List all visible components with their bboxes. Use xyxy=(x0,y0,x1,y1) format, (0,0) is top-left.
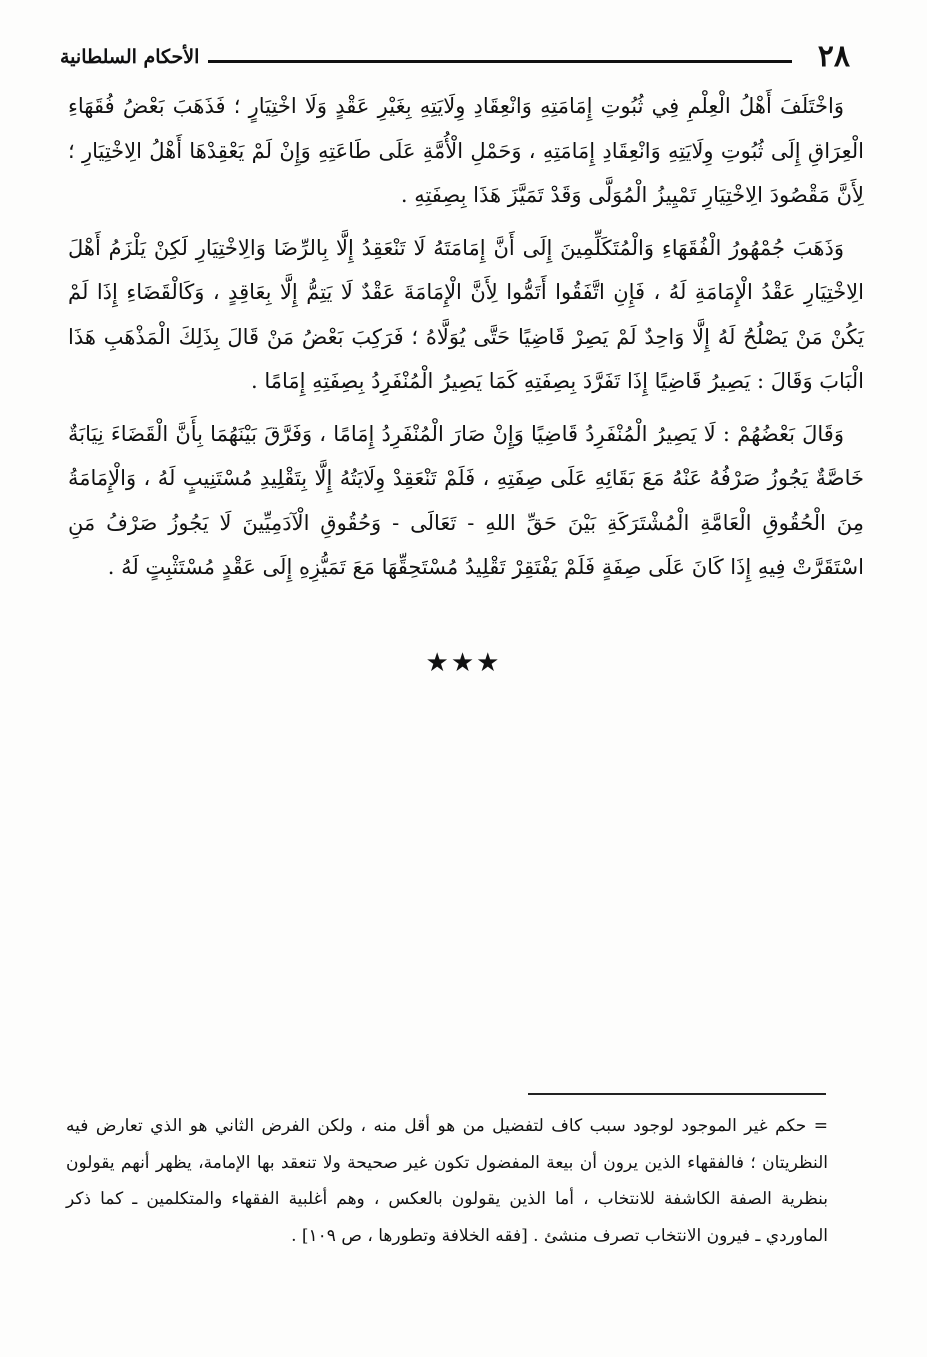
page-header xyxy=(60,40,850,74)
book-title: الأحكام السلطانية xyxy=(60,46,200,68)
footnote-text: = حكم غير الموجود لوجود سبب كاف لتفضيل من هو أقل منه ، ولكن الفرض الثاني هو الذي تعارض فيه النظريتان ؛ فالفقهاء الذين يرون أن بيعة المفضول تكون غير صحيحة ولا تنعقد بها الإمامة، يظهر أنهم يقولون بنظرية الصفة الكاشفة للانتخاب ، أما الذين يقولون بالعكس ، وهم أغلبية الفقهاء والمتكلمين ـ كما ذكر الماوردي ـ فيرون الانتخاب تصرف منشئ . [فقه الخلافة وتطورها ، ص ١٠٩] . xyxy=(66,1116,828,1246)
paragraph: وَاخْتَلَفَ أَهْلُ الْعِلْمِ فِي ثُبُوتِ إِمَامَتِهِ وَانْعِقَادِ وِلَايَتِهِ بِغَيْرِ عَقْدٍ وَلَا اخْتِيَارٍ ؛ فَذَهَبَ بَعْضُ فُقَهَاءِ الْعِرَاقِ إِلَى ثُبُوتِ وِلَايَتِهِ وَانْعِقَادِ إِمَامَتِهِ ، وَحَمْلِ الْأُمَّةِ عَلَى طَاعَتِهِ وَإِنْ لَمْ يَعْقِدْهَا أَهْلُ الِاخْتِيَارِ ؛ لِأَنَّ مَقْصُودَ الِاخْتِيَارِ تَمْيِيزُ الْمُوَلَّى وَقَدْ تَمَيَّزَ هَذَا بِصِفَتِهِ . xyxy=(68,94,864,207)
footnote xyxy=(66,1108,828,1254)
paragraph: وَذَهَبَ جُمْهُورُ الْفُقَهَاءِ وَالْمُتَكَلِّمِينَ إِلَى أَنَّ إِمَامَتَهُ لَا تَنْعَقِدُ إِلَّا بِالرِّضَا وَالِاخْتِيَارِ لَكِنْ يَلْزَمُ أَهْلَ الِاخْتِيَارِ عَقْدُ الْإِمَامَةِ لَهُ ، فَإِنِ اتَّفَقُوا أَتَمُّوا لِأَنَّ الْإِمَامَةَ عَقْدٌ لَا يَتِمُّ إِلَّا بِعَاقِدٍ ، وَكَالْقَضَاءِ إِذَا لَمْ يَكُنْ مَنْ يَصْلُحُ لَهُ إِلَّا وَاحِدٌ لَمْ يَصِرْ قَاضِيًا حَتَّى يُوَلَّاهُ ؛ فَرَكِبَ بَعْضُ مَنْ قَالَ بِذَلِكَ الْمَذْهَبِ هَذَا الْبَابَ وَقَالَ : يَصِيرُ قَاضِيًا إِذَا تَفَرَّدَ بِصِفَتِهِ كَمَا يَصِيرُ الْمُنْفَرِدُ بِصِفَتِهِ إِمَامًا . xyxy=(68,235,864,393)
footnote-rule xyxy=(528,1093,826,1095)
header-rule xyxy=(208,60,792,63)
section-ornament: ★★★ xyxy=(425,648,502,678)
page-number: ٢٨ xyxy=(817,39,850,74)
main-text xyxy=(68,84,864,598)
paragraph: وَقَالَ بَعْضُهُمْ : لَا يَصِيرُ الْمُنْفَرِدُ قَاضِيًا وَإِنْ صَارَ الْمُنْفَرِدُ إِمَامًا ، وَفَرَّقَ بَيْنَهُمَا بِأَنَّ الْقَضَاءَ نِيَابَةٌ خَاصَّةٌ يَجُوزُ صَرْفُهُ عَنْهُ مَعَ بَقَائِهِ عَلَى صِفَتِهِ ، فَلَمْ تَنْعَقِدْ وِلَايَتُهُ إِلَّا بِتَقْلِيدِ مُسْتَنِيبٍ لَهُ ، وَالْإِمَامَةُ مِنَ الْحُقُوقِ الْعَامَّةِ الْمُشْتَرَكَةِ بَيْنَ حَقِّ اللهِ - تَعَالَى - وَحُقُوقِ الْآدَمِيِّينَ لَا يَجُوزُ صَرْفُ مَنِ اسْتَقَرَّتْ فِيهِ إِذَا كَانَ عَلَى صِفَةٍ فَلَمْ يَفْتَقِرْ تَقْلِيدُ مُسْتَحِقِّهَا مَعَ تَمَيُّزِهِ إِلَى عَقْدٍ مُسْتَثْبِتٍ لَهُ . xyxy=(68,421,864,579)
